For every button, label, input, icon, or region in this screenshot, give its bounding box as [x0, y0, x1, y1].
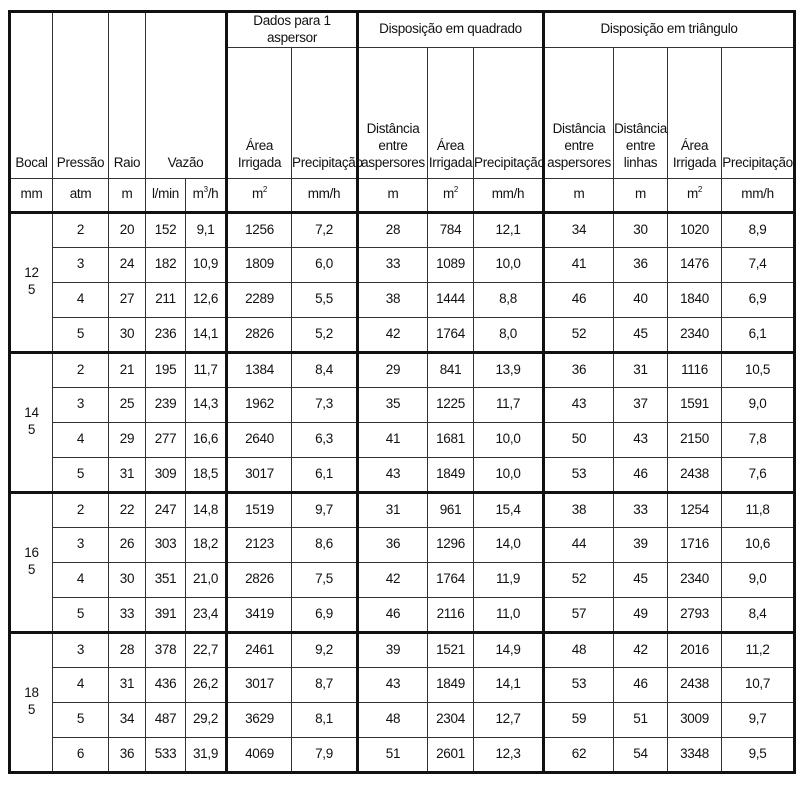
- cell-raio: 30: [109, 562, 146, 597]
- cell-pressao: 5: [53, 457, 109, 492]
- cell-quad-distancia: 46: [358, 597, 428, 632]
- cell-pressao: 2: [53, 492, 109, 527]
- cell-tri-dist-aspersores: 59: [544, 702, 614, 737]
- bocal-value-sub: 5: [27, 562, 36, 578]
- cell-quad-area: 1089: [428, 247, 474, 282]
- cell-tri-dist-linhas: 30: [614, 212, 668, 247]
- cell-dados-precip: 6,3: [292, 422, 358, 457]
- cell-tri-area: 1020: [668, 212, 722, 247]
- cell-dados-precip: 7,5: [292, 562, 358, 597]
- cell-dados-precip: 7,2: [292, 212, 358, 247]
- cell-vazao-lmin: 309: [146, 457, 186, 492]
- cell-quad-precip: 10,0: [474, 422, 544, 457]
- cell-vazao-lmin: 152: [146, 212, 186, 247]
- cell-dados-precip: 7,9: [292, 737, 358, 772]
- cell-pressao: 2: [53, 352, 109, 387]
- cell-quad-area: 2304: [428, 702, 474, 737]
- cell-tri-area: 1254: [668, 492, 722, 527]
- unit-tri-precip: mm/h: [722, 178, 795, 212]
- table-row: [10, 212, 795, 247]
- cell-quad-distancia: 48: [358, 702, 428, 737]
- cell-tri-area: 3009: [668, 702, 722, 737]
- bocal-cell: [10, 212, 53, 352]
- cell-quad-distancia: 33: [358, 247, 428, 282]
- cell-vazao-lmin: 351: [146, 562, 186, 597]
- cell-quad-precip: 8,0: [474, 317, 544, 352]
- cell-quad-precip: 11,9: [474, 562, 544, 597]
- cell-quad-area: 961: [428, 492, 474, 527]
- sprinkler-data-table: [8, 10, 796, 774]
- cell-tri-precip: 7,6: [722, 457, 795, 492]
- header-quad-area: Área Irrigada: [428, 47, 474, 178]
- cell-quad-distancia: 29: [358, 352, 428, 387]
- table-row: [10, 457, 795, 492]
- cell-quad-area: 1681: [428, 422, 474, 457]
- cell-quad-precip: 11,0: [474, 597, 544, 632]
- cell-tri-precip: 8,9: [722, 212, 795, 247]
- unit-dados-area: $m^2$: [227, 178, 292, 212]
- header-group-row: [10, 12, 795, 48]
- unit-bocal: mm: [10, 178, 53, 212]
- cell-tri-dist-linhas: 51: [614, 702, 668, 737]
- cell-dados-area: 2289: [227, 282, 292, 317]
- unit-quad-area: $m^2$: [428, 178, 474, 212]
- cell-tri-precip: 8,4: [722, 597, 795, 632]
- cell-quad-precip: 14,1: [474, 667, 544, 702]
- unit-vazao-m3h: $m^3/h$: [186, 178, 227, 212]
- cell-quad-area: 1225: [428, 387, 474, 422]
- cell-tri-precip: 9,5: [722, 737, 795, 772]
- cell-vazao-lmin: 487: [146, 702, 186, 737]
- cell-tri-area: 2438: [668, 457, 722, 492]
- cell-pressao: 4: [53, 562, 109, 597]
- cell-pressao: 5: [53, 597, 109, 632]
- cell-tri-area: 2016: [668, 632, 722, 667]
- cell-tri-dist-aspersores: 57: [544, 597, 614, 632]
- header-quad-distancia: Distância entre aspersores: [358, 47, 428, 178]
- cell-dados-precip: 8,4: [292, 352, 358, 387]
- cell-tri-area: 3348: [668, 737, 722, 772]
- header-group-dados: Dados para 1 aspersor: [227, 12, 358, 48]
- cell-dados-precip: 9,7: [292, 492, 358, 527]
- cell-dados-precip: 7,3: [292, 387, 358, 422]
- cell-dados-precip: 5,5: [292, 282, 358, 317]
- cell-pressao: 4: [53, 282, 109, 317]
- cell-tri-dist-aspersores: 34: [544, 212, 614, 247]
- table-row: [10, 247, 795, 282]
- unit-raio: m: [109, 178, 146, 212]
- cell-tri-precip: 10,6: [722, 527, 795, 562]
- table-row: [10, 387, 795, 422]
- cell-quad-distancia: 42: [358, 317, 428, 352]
- cell-tri-precip: 9,7: [722, 702, 795, 737]
- cell-tri-dist-aspersores: 53: [544, 667, 614, 702]
- bocal-value-sub: 5: [27, 282, 36, 298]
- cell-raio: 30: [109, 317, 146, 352]
- cell-pressao: 3: [53, 387, 109, 422]
- cell-vazao-lmin: 239: [146, 387, 186, 422]
- cell-dados-area: 2826: [227, 317, 292, 352]
- cell-tri-precip: 10,5: [722, 352, 795, 387]
- cell-tri-dist-linhas: 40: [614, 282, 668, 317]
- bocal-value-sub: 5: [27, 702, 36, 718]
- cell-vazao-lmin: 182: [146, 247, 186, 282]
- cell-quad-precip: 13,9: [474, 352, 544, 387]
- cell-pressao: 3: [53, 527, 109, 562]
- cell-vazao-lmin: 236: [146, 317, 186, 352]
- table-header: [10, 12, 795, 213]
- table-row: [10, 702, 795, 737]
- cell-tri-dist-linhas: 46: [614, 667, 668, 702]
- cell-quad-distancia: 43: [358, 667, 428, 702]
- sprinkler-table-container: [8, 10, 793, 793]
- cell-tri-precip: 7,4: [722, 247, 795, 282]
- cell-dados-area: 4069: [227, 737, 292, 772]
- cell-vazao-lmin: 303: [146, 527, 186, 562]
- cell-quad-distancia: 43: [358, 457, 428, 492]
- table-row: [10, 352, 795, 387]
- cell-dados-precip: 8,7: [292, 667, 358, 702]
- cell-tri-area: 1591: [668, 387, 722, 422]
- cell-quad-distancia: 35: [358, 387, 428, 422]
- header-dados-precip: Precipitação: [292, 47, 358, 178]
- cell-raio: 26: [109, 527, 146, 562]
- cell-vazao-m3h: 9,1: [186, 212, 227, 247]
- cell-dados-area: 2461: [227, 632, 292, 667]
- header-tri-dist-linhas: Distância entre linhas: [614, 47, 668, 178]
- cell-tri-precip: 6,9: [722, 282, 795, 317]
- table-row: [10, 632, 795, 667]
- cell-tri-area: 1716: [668, 527, 722, 562]
- unit-dados-precip: mm/h: [292, 178, 358, 212]
- cell-raio: 27: [109, 282, 146, 317]
- cell-quad-area: 841: [428, 352, 474, 387]
- cell-pressao: 4: [53, 667, 109, 702]
- cell-dados-area: 3629: [227, 702, 292, 737]
- cell-vazao-m3h: 18,2: [186, 527, 227, 562]
- cell-tri-precip: 11,2: [722, 632, 795, 667]
- cell-tri-dist-aspersores: 53: [544, 457, 614, 492]
- table-row: [10, 737, 795, 772]
- cell-raio: 36: [109, 737, 146, 772]
- cell-raio: 29: [109, 422, 146, 457]
- cell-tri-dist-linhas: 31: [614, 352, 668, 387]
- cell-quad-distancia: 42: [358, 562, 428, 597]
- cell-tri-dist-linhas: 45: [614, 317, 668, 352]
- cell-dados-precip: 5,2: [292, 317, 358, 352]
- cell-dados-precip: 8,1: [292, 702, 358, 737]
- header-group-triangulo: Disposição em triângulo: [544, 12, 795, 48]
- cell-vazao-lmin: 436: [146, 667, 186, 702]
- cell-tri-precip: 9,0: [722, 387, 795, 422]
- header-bocal: Bocal: [10, 12, 53, 179]
- cell-pressao: 5: [53, 702, 109, 737]
- cell-quad-distancia: 28: [358, 212, 428, 247]
- cell-tri-area: 2150: [668, 422, 722, 457]
- cell-vazao-m3h: 16,6: [186, 422, 227, 457]
- bocal-value-main: 12: [24, 265, 39, 281]
- cell-dados-area: 1962: [227, 387, 292, 422]
- header-tri-area: Área Irrigada: [668, 47, 722, 178]
- header-quad-precip: Precipitação: [474, 47, 544, 178]
- cell-vazao-m3h: 21,0: [186, 562, 227, 597]
- cell-tri-dist-aspersores: 36: [544, 352, 614, 387]
- cell-pressao: 5: [53, 317, 109, 352]
- cell-tri-dist-linhas: 54: [614, 737, 668, 772]
- cell-raio: 31: [109, 457, 146, 492]
- header-pressao: Pressão: [53, 12, 109, 179]
- cell-quad-area: 2116: [428, 597, 474, 632]
- cell-tri-area: 1476: [668, 247, 722, 282]
- cell-tri-dist-linhas: 37: [614, 387, 668, 422]
- cell-vazao-lmin: 533: [146, 737, 186, 772]
- unit-tri-area: $m^2$: [668, 178, 722, 212]
- cell-tri-precip: 10,7: [722, 667, 795, 702]
- cell-dados-precip: 6,0: [292, 247, 358, 282]
- cell-vazao-m3h: 22,7: [186, 632, 227, 667]
- cell-quad-area: 784: [428, 212, 474, 247]
- header-vazao: Vazão: [146, 12, 227, 179]
- cell-vazao-m3h: 10,9: [186, 247, 227, 282]
- cell-tri-area: 1840: [668, 282, 722, 317]
- unit-quad-distancia: m: [358, 178, 428, 212]
- header-raio: Raio: [109, 12, 146, 179]
- cell-quad-distancia: 39: [358, 632, 428, 667]
- cell-pressao: 6: [53, 737, 109, 772]
- unit-pressao: atm: [53, 178, 109, 212]
- bocal-value-main: 18: [24, 685, 39, 701]
- cell-dados-precip: 6,1: [292, 457, 358, 492]
- table-row: [10, 422, 795, 457]
- table-row: [10, 492, 795, 527]
- cell-quad-precip: 14,0: [474, 527, 544, 562]
- cell-dados-area: 1384: [227, 352, 292, 387]
- cell-quad-area: 1444: [428, 282, 474, 317]
- cell-vazao-lmin: 277: [146, 422, 186, 457]
- cell-vazao-lmin: 247: [146, 492, 186, 527]
- cell-dados-area: 2640: [227, 422, 292, 457]
- table-row: [10, 527, 795, 562]
- cell-dados-area: 2123: [227, 527, 292, 562]
- cell-tri-dist-aspersores: 62: [544, 737, 614, 772]
- cell-tri-dist-linhas: 43: [614, 422, 668, 457]
- cell-vazao-m3h: 12,6: [186, 282, 227, 317]
- bocal-cell: [10, 632, 53, 772]
- cell-quad-precip: 10,0: [474, 457, 544, 492]
- table-row: [10, 317, 795, 352]
- cell-quad-area: 2601: [428, 737, 474, 772]
- cell-tri-dist-aspersores: 50: [544, 422, 614, 457]
- cell-vazao-m3h: 11,7: [186, 352, 227, 387]
- header-dados-area: Área Irrigada: [227, 47, 292, 178]
- unit-tri-dist-linhas: m: [614, 178, 668, 212]
- cell-tri-area: 2340: [668, 562, 722, 597]
- table-row: [10, 667, 795, 702]
- cell-raio: 34: [109, 702, 146, 737]
- cell-tri-dist-linhas: 46: [614, 457, 668, 492]
- cell-tri-dist-aspersores: 46: [544, 282, 614, 317]
- cell-dados-area: 2826: [227, 562, 292, 597]
- cell-quad-area: 1849: [428, 457, 474, 492]
- cell-dados-area: 3017: [227, 667, 292, 702]
- cell-tri-dist-linhas: 36: [614, 247, 668, 282]
- unit-vazao-lmin: l/min: [146, 178, 186, 212]
- cell-quad-precip: 14,9: [474, 632, 544, 667]
- cell-vazao-lmin: 391: [146, 597, 186, 632]
- cell-dados-precip: 9,2: [292, 632, 358, 667]
- cell-tri-dist-aspersores: 38: [544, 492, 614, 527]
- cell-raio: 28: [109, 632, 146, 667]
- cell-quad-distancia: 31: [358, 492, 428, 527]
- cell-tri-dist-linhas: 49: [614, 597, 668, 632]
- unit-tri-dist-aspersores: m: [544, 178, 614, 212]
- cell-tri-dist-linhas: 45: [614, 562, 668, 597]
- cell-quad-area: 1849: [428, 667, 474, 702]
- cell-vazao-m3h: 14,1: [186, 317, 227, 352]
- cell-tri-area: 1116: [668, 352, 722, 387]
- cell-tri-dist-aspersores: 48: [544, 632, 614, 667]
- cell-tri-dist-aspersores: 43: [544, 387, 614, 422]
- cell-tri-area: 2340: [668, 317, 722, 352]
- header-group-quadrado: Disposição em quadrado: [358, 12, 544, 48]
- cell-dados-area: 1256: [227, 212, 292, 247]
- cell-quad-area: 1521: [428, 632, 474, 667]
- cell-raio: 20: [109, 212, 146, 247]
- cell-raio: 25: [109, 387, 146, 422]
- cell-tri-dist-aspersores: 52: [544, 317, 614, 352]
- cell-dados-area: 3419: [227, 597, 292, 632]
- cell-vazao-m3h: 14,3: [186, 387, 227, 422]
- cell-quad-distancia: 51: [358, 737, 428, 772]
- cell-dados-precip: 6,9: [292, 597, 358, 632]
- cell-quad-distancia: 36: [358, 527, 428, 562]
- bocal-value-main: 16: [24, 545, 39, 561]
- cell-pressao: 4: [53, 422, 109, 457]
- cell-vazao-lmin: 211: [146, 282, 186, 317]
- cell-raio: 31: [109, 667, 146, 702]
- cell-vazao-m3h: 31,9: [186, 737, 227, 772]
- table-body: [10, 212, 795, 772]
- cell-tri-dist-aspersores: 44: [544, 527, 614, 562]
- cell-quad-precip: 12,3: [474, 737, 544, 772]
- table-row: [10, 597, 795, 632]
- cell-tri-dist-linhas: 33: [614, 492, 668, 527]
- bocal-cell: [10, 492, 53, 632]
- cell-tri-precip: 11,8: [722, 492, 795, 527]
- cell-quad-area: 1296: [428, 527, 474, 562]
- cell-tri-dist-linhas: 39: [614, 527, 668, 562]
- cell-quad-area: 1764: [428, 317, 474, 352]
- cell-tri-area: 2793: [668, 597, 722, 632]
- units-row: [10, 178, 795, 212]
- cell-dados-area: 1809: [227, 247, 292, 282]
- cell-vazao-m3h: 23,4: [186, 597, 227, 632]
- cell-quad-precip: 11,7: [474, 387, 544, 422]
- table-row: [10, 282, 795, 317]
- cell-tri-precip: 7,8: [722, 422, 795, 457]
- cell-dados-area: 1519: [227, 492, 292, 527]
- cell-tri-dist-aspersores: 41: [544, 247, 614, 282]
- cell-pressao: 2: [53, 212, 109, 247]
- cell-quad-area: 1764: [428, 562, 474, 597]
- header-tri-dist-aspersores: Distância entre aspersores: [544, 47, 614, 178]
- cell-quad-distancia: 38: [358, 282, 428, 317]
- cell-tri-area: 2438: [668, 667, 722, 702]
- cell-pressao: 3: [53, 247, 109, 282]
- cell-vazao-m3h: 18,5: [186, 457, 227, 492]
- bocal-value-main: 14: [24, 405, 39, 421]
- header-tri-precip: Precipitação: [722, 47, 795, 178]
- cell-tri-precip: 6,1: [722, 317, 795, 352]
- cell-raio: 24: [109, 247, 146, 282]
- cell-quad-distancia: 41: [358, 422, 428, 457]
- cell-vazao-m3h: 14,8: [186, 492, 227, 527]
- cell-vazao-m3h: 26,2: [186, 667, 227, 702]
- cell-quad-precip: 12,1: [474, 212, 544, 247]
- cell-quad-precip: 8,8: [474, 282, 544, 317]
- bocal-value-sub: 5: [27, 422, 36, 438]
- cell-tri-dist-aspersores: 52: [544, 562, 614, 597]
- cell-tri-precip: 9,0: [722, 562, 795, 597]
- unit-quad-precip: mm/h: [474, 178, 544, 212]
- cell-raio: 33: [109, 597, 146, 632]
- cell-quad-precip: 15,4: [474, 492, 544, 527]
- bocal-cell: [10, 352, 53, 492]
- cell-quad-precip: 10,0: [474, 247, 544, 282]
- cell-vazao-m3h: 29,2: [186, 702, 227, 737]
- cell-vazao-lmin: 195: [146, 352, 186, 387]
- table-row: [10, 562, 795, 597]
- cell-vazao-lmin: 378: [146, 632, 186, 667]
- cell-pressao: 3: [53, 632, 109, 667]
- cell-tri-dist-linhas: 42: [614, 632, 668, 667]
- cell-raio: 22: [109, 492, 146, 527]
- cell-quad-precip: 12,7: [474, 702, 544, 737]
- cell-dados-precip: 8,6: [292, 527, 358, 562]
- cell-raio: 21: [109, 352, 146, 387]
- cell-dados-area: 3017: [227, 457, 292, 492]
